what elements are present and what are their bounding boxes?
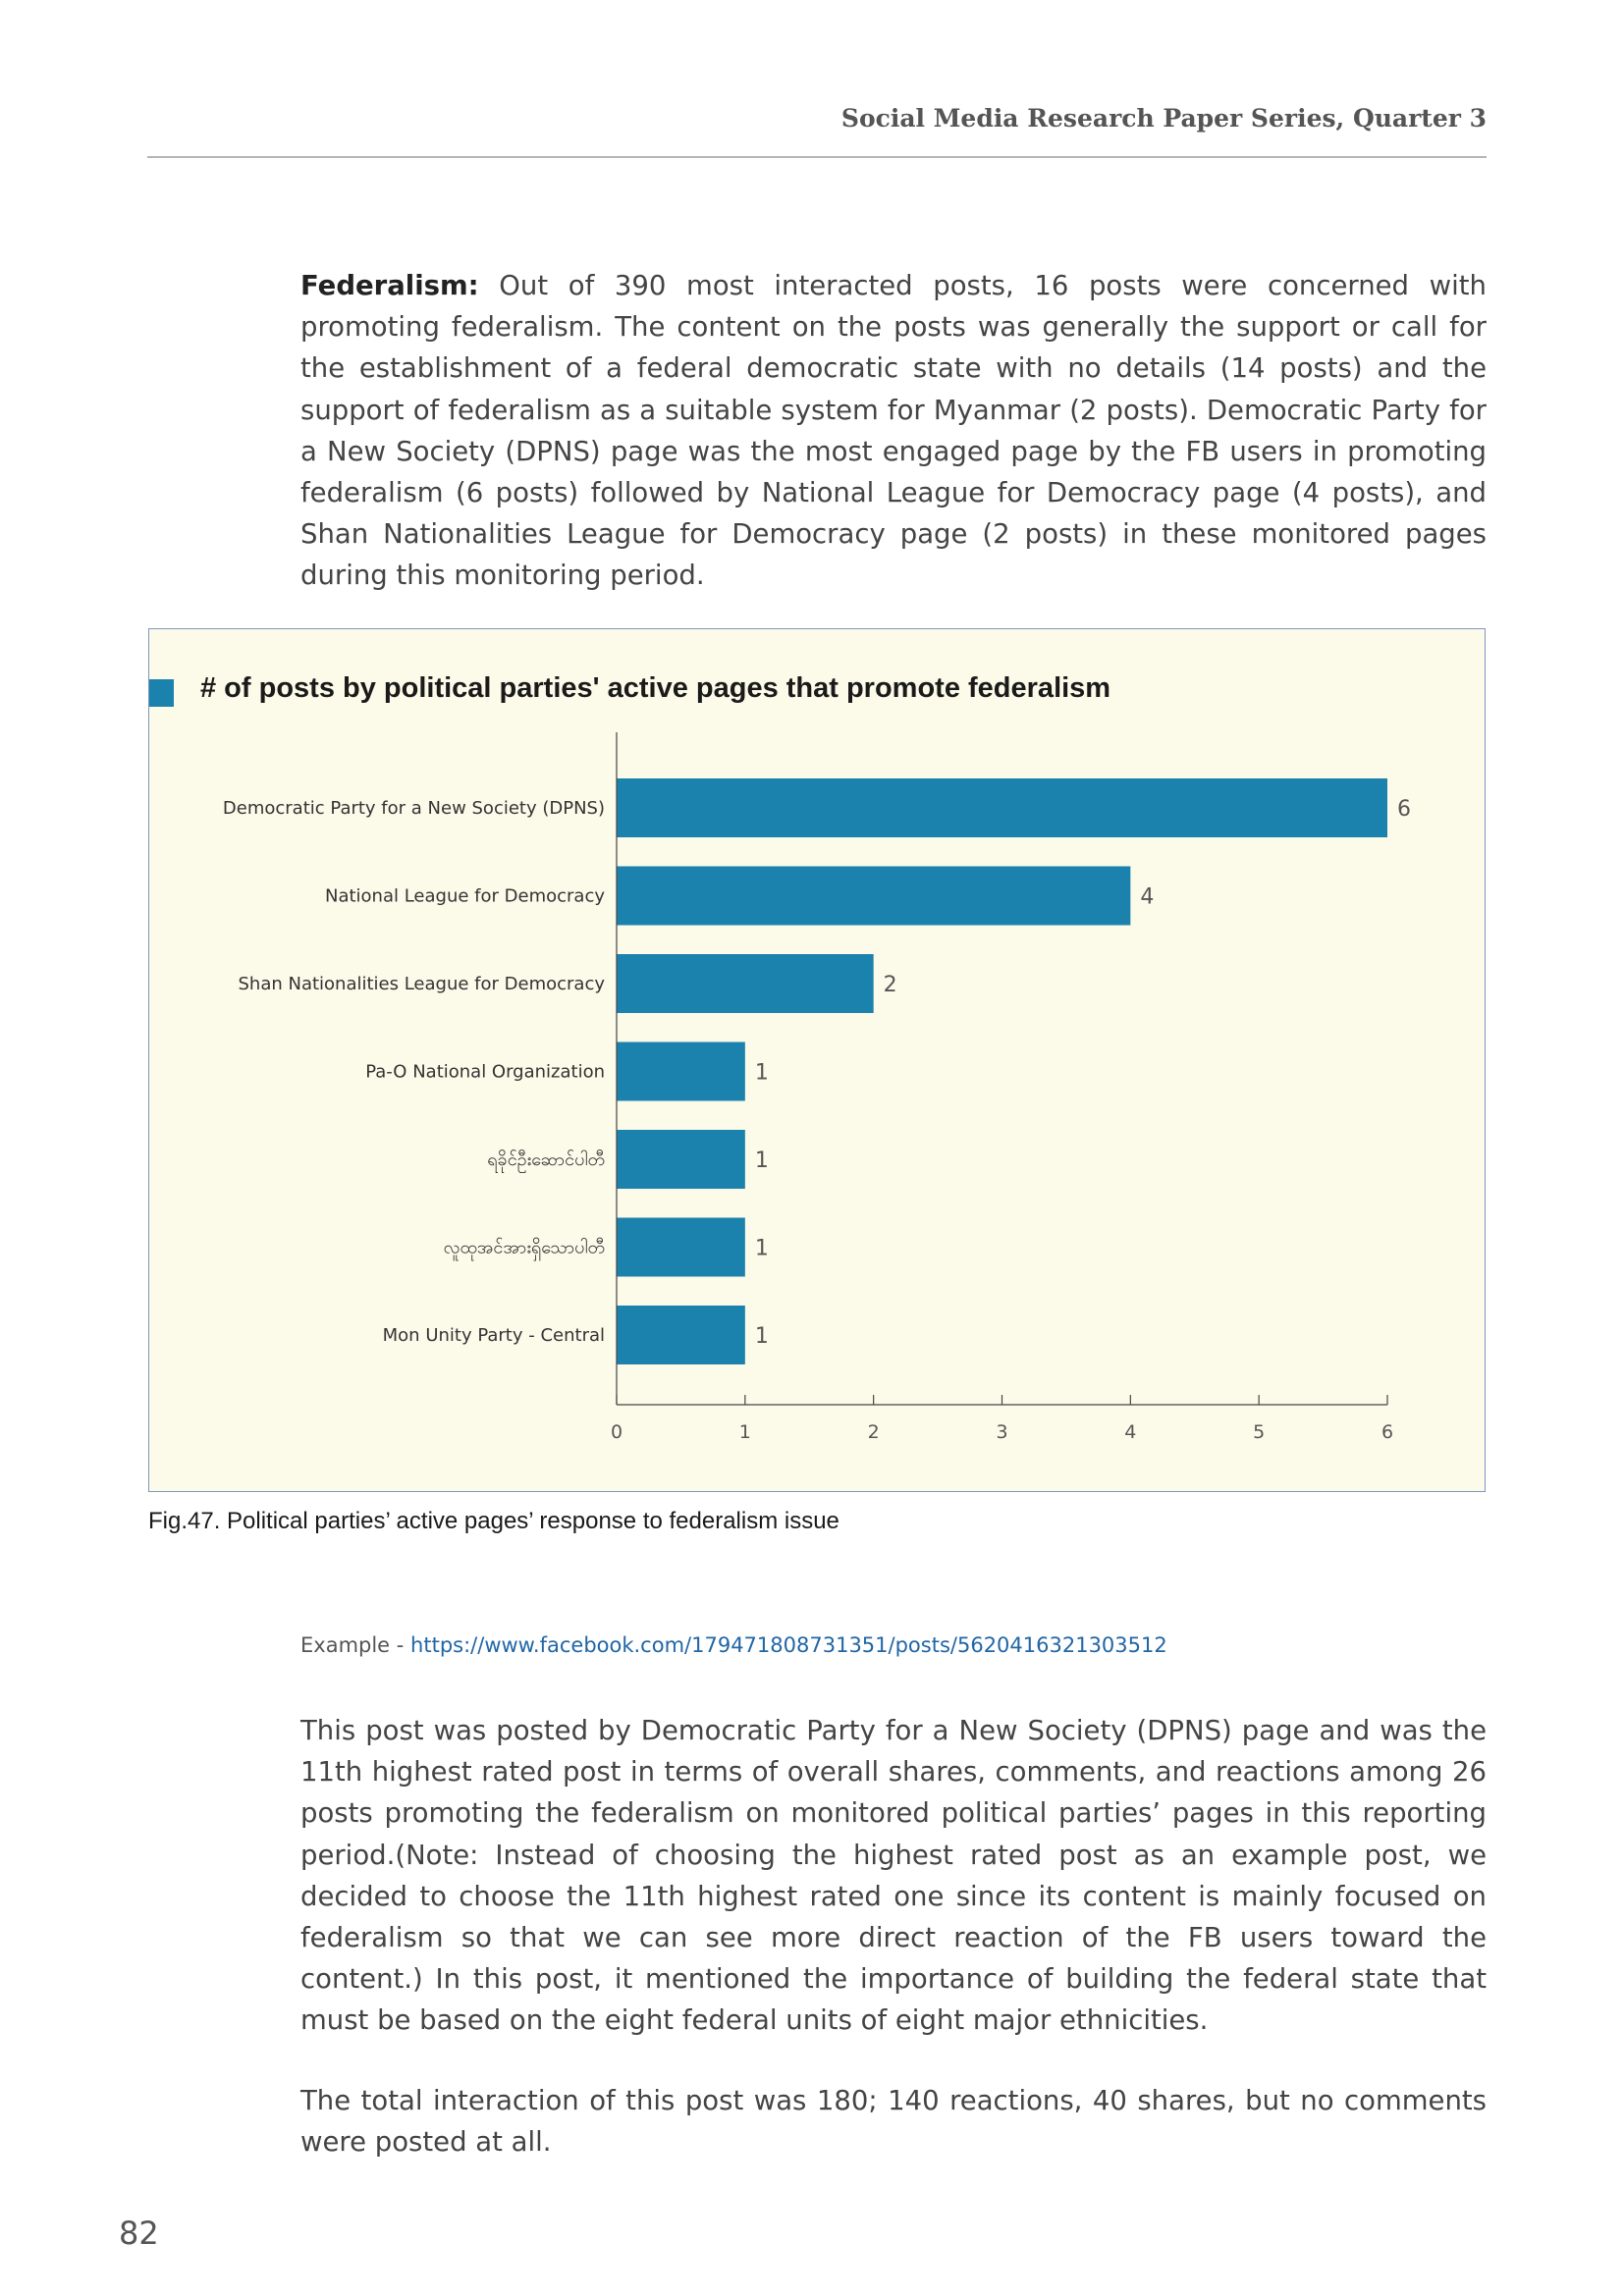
data-label: 4 <box>1140 884 1155 910</box>
data-label: 2 <box>883 973 897 997</box>
bar <box>617 954 874 1013</box>
chart-title: # of posts by political parties' active pages that promote federalism <box>200 672 1111 704</box>
category-label: National League for Democracy <box>324 885 605 907</box>
data-label: 1 <box>754 1060 769 1086</box>
body-paragraph-2: The total interaction of this post was 180; 140 reactions, 40 shares, but no comments were posted at all. <box>300 2085 1487 2159</box>
bar <box>617 1042 745 1101</box>
example-link[interactable]: https://www.facebook.com/179471808731351/posts/5620416321303512 <box>410 1633 1167 1657</box>
x-tick-label: 3 <box>996 1421 1008 1443</box>
bar-chart-svg <box>149 629 1485 1491</box>
data-label: 1 <box>754 1236 769 1261</box>
x-tick-label: 2 <box>867 1421 880 1443</box>
category-label: Mon Unity Party - Central <box>382 1325 605 1346</box>
category-label: ရခိုင်ဦးဆောင်ပါတီ <box>487 1149 605 1170</box>
category-label: လူထုအင်အားရှိသောပါတီ <box>443 1237 605 1258</box>
category-label: Democratic Party for a New Society (DPNS) <box>222 798 605 819</box>
bar <box>617 778 1387 837</box>
bar <box>617 1306 745 1364</box>
x-tick-label: 0 <box>610 1421 623 1443</box>
header-divider <box>147 156 1487 158</box>
bar <box>617 867 1130 926</box>
example-label: Example - <box>300 1633 411 1657</box>
page-number: 82 <box>119 2215 159 2252</box>
body-paragraph-1: This post was posted by Democratic Party for a New Society (DPNS) page and was the 11th highest rated post in terms of overall shares, comments, and reactions among 26 posts promoting the federalism on monitored political parties’ pages in this reporting period.(Note: Instead of choosing the highest rated post as an example post, we decided to choose the 11th highest rated one since its content is mainly focused on federalism so that we can see more direct reaction of the FB users toward the content.) In this post, it mentioned the importance of building the federal state that must be based on the eight federal units of eight major ethnicities. <box>300 1715 1487 2037</box>
category-label: Pa-O National Organization <box>365 1061 605 1083</box>
x-tick-label: 4 <box>1124 1421 1137 1443</box>
data-label: 1 <box>754 1148 769 1173</box>
x-tick-label: 1 <box>738 1421 751 1443</box>
x-tick-label: 6 <box>1380 1421 1394 1443</box>
x-tick-label: 5 <box>1253 1421 1266 1443</box>
running-header: Social Media Research Paper Series, Quarter 3 <box>840 104 1487 133</box>
intro-text: Out of 390 most interacted posts, 16 posts were concerned with promoting federalism. The content on the posts was generally the support or call for the establishment of a federal democratic state with no details (14 posts) and the support of federalism as a suitable system for Myanmar (2 posts). Democratic Party for a New Society (DPNS) page was the most engaged page by the FB users in promoting federalism (6 posts) followed by National League for Democracy page (4 posts), and Shan Nationalities League for Democracy page (2 posts) in these monitored pages during this monitoring period. <box>300 270 1487 592</box>
federalism-chart <box>148 628 1486 1492</box>
bar <box>617 1130 745 1189</box>
data-label: 6 <box>1397 797 1411 822</box>
category-label: Shan Nationalities League for Democracy <box>238 974 605 994</box>
intro-lead: Federalism: <box>300 270 479 301</box>
example-line <box>300 1633 1167 1657</box>
intro-paragraph <box>300 265 1487 597</box>
bar <box>617 1218 745 1277</box>
data-label: 1 <box>754 1324 769 1349</box>
figure-caption: Fig.47. Political parties’ active pages’ response to federalism issue <box>148 1508 839 1534</box>
